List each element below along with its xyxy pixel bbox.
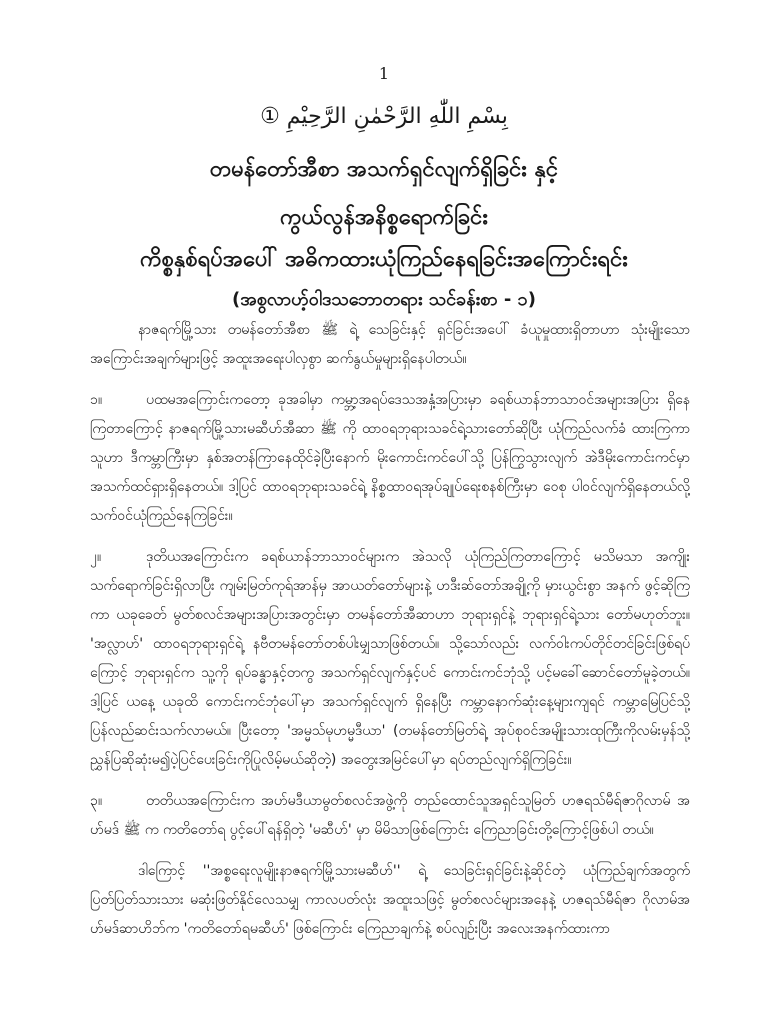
paragraph-number: ၁။ — [90, 392, 103, 408]
basmala-calligraphy: بِسْمِ اللّٰهِ الرَّحْمٰنِ الرَّحِيْمِ ① — [260, 104, 508, 129]
title-line-1: တမန်တော်အီစာ အသက်ရှင်လျက်ရှိခြင်း နှင့် — [209, 157, 559, 182]
lesson-subtitle: (အစွလာဟ့်ဝါဒသဘောတရား သင်ခန်းစာ - ၁) — [232, 289, 536, 310]
paragraph-number: ၃။ — [90, 793, 103, 809]
title-line-2: ကွယ်လွန်အနိစ္စရောက်ခြင်း — [280, 205, 488, 230]
paragraph-number: ၂။ — [90, 549, 102, 565]
closing-paragraph — [90, 857, 690, 944]
page-number: 1 — [378, 64, 390, 83]
paragraph-text: ပထမအကြောင်းကတော့ ခုအခါမှာ ကမ္ဘာ့အရပ်ဒေသအနှံ့အပြားမှာ ခရစ်ယာန်ဘာသာဝင်အများအပြား ရှိနေကြတာကြောင့် နာဇရက်မြို့သားမဆီဟ်အီဆာ ﷺ ကို ထာဝရဘုရားသခင်ရဲ့သားတော်ဆိုပြီး ယုံကြည်လက်ခံ ထားကြကာ သူဟာ ဒီကမ္ဘာကြီးမှာ နှစ်အတန်ကြာနေထိုင်ခဲ့ပြီးနောက် မိုးကောင်းကင်ပေါ်သို့ ပြန်ကြွသွားလျက် အဲဒီမိုးကောင်းကင်မှာ အသက်ထင်ရှားရှိနေတယ်။ ဒါ့ပြင် ထာဝရဘုရားသခင်ရဲ့ နိစ္စထာဝရအုပ်ချုပ်ရေးစနစ်ကြီးမှာ ဝေစု ပါဝင်လျက်ရှိနေတယ်လို့ သက်ဝင်ယုံကြည်နေကြခြင်း။ — [90, 392, 690, 524]
numbered-paragraph-1 — [90, 386, 690, 531]
paragraph-text: ဒုတိယအကြောင်းက ခရစ်ယာန်ဘာသာဝင်များက အဲသလို ယုံကြည်ကြတာကြောင့် မသိမသာ အကျိုး သက်ရောက်ခြင်းရှိလာပြီး ကျမ်းမြတ်ကုရ်အာန်မှ အာယတ်တော်များနဲ့ ဟဒီးဆ်တော်အချို့ကို မှားယွင်းစွာ အနက် ဖွင့်ဆိုကြကာ ယခုခေတ် မွတ်စလင်အများအပြားအတွင်းမှာ တမန်တော်အီဆာဟာ ဘုရားရှင်နဲ့ ဘုရားရှင်ရဲ့သား တော်မဟုတ်ဘူး။ 'အလ္လာဟ်' ထာဝရဘုရားရှင်ရဲ့ နဗီတမန်တော်တစ်ပါးမျှသာဖြစ်တယ်။ သို့သော်လည်း လက်ဝါးကပ်တိုင်တင်ခြင်းဖြစ်ရပ်ကြောင့် ဘုရားရှင်က သူ့ကို ရုပ်ခန္ဓာနှင့်တကွ အသက်ရှင်လျက်နှင့်ပင် ကောင်းကင်ဘုံသို့ ပင့်မခေါ်ဆောင်တော်မူခဲ့တယ်။ ဒါ့ပြင် ယနေ့ ယခုထိ ကောင်းကင်ဘုံပေါ်မှာ အသက်ရှင်လျက် ရှိနေပြီး ကမ္ဘာနောက်ဆုံးနေ့များကျရင် ကမ္ဘာမြေပြင်သို့ ပြန်လည်ဆင်းသက်လာမယ်။ ပြီးတော့ 'အမ္မသ်မုဟမ္မဒီယာ' (တမန်တော်မြတ်ရဲ့ အုပ်စုဝင်အမျိုးသားထုကြီးကိုလမ်းမှန်သို့ညွှန်ပြဆိုဆုံးမ၍ပဲ့ပြင်ပေးခြင်းကိုပြုလိမ့်မယ်ဆိုတဲ့) အတွေးအမြင်ပေါ်မှာ ရပ်တည်လျက်ရှိကြခြင်း။ — [90, 549, 690, 768]
numbered-paragraph-2 — [90, 543, 690, 775]
paragraph-text: နာဇရက်မြို့သား တမန်တော်အီစာ ﷺ ရဲ့ သေခြင်းနှင့် ရှင်ခြင်းအပေါ် ခံယူမှုထားရှိတာဟာ သုံးမျိုးသော အကြောင်းအချက်များဖြင့် အထူးအရေးပါလှစွာ ဆက်နွယ်မှုများရှိနေပါတယ်။ — [90, 322, 690, 367]
numbered-paragraph-3 — [90, 787, 690, 845]
paragraph-text: ဒါကြောင့် ''အစ္စရေးလူမျိုးနာဇရက်မြို့သားမဆီဟ်'' ရဲ့ သေခြင်းရှင်ခြင်းနဲ့ဆိုင်တဲ့ ယုံကြည်ချက်အတွက် ပြတ်ပြတ်သားသား မဆုံးဖြတ်နိုင်လေသမျှ ကာလပတ်လုံး အထူးသဖြင့် မွတ်စလင်များအနေနဲ့ ဟဇရသ်မီရ်ဇာ ဂိုလာမ်အဟ်မဒ်ဆာဟိဘ်က 'ကတိတော်ရမဆီဟ်' ဖြစ်ကြောင်း ကြေညာချက်နဲ့ စပ်လျဉ်းပြီး အလေးအနက်ထားကာ — [90, 863, 690, 937]
document-body — [90, 316, 690, 956]
intro-paragraph — [90, 316, 690, 374]
paragraph-text: တတိယအကြောင်းက အဟ်မဒီယာမွတ်စလင်အဖွဲ့ကို တည်ထောင်သူအရှင်သူမြတ် ဟဇရသ်မီရ်ဇာဂိုလာမ် အဟ်မဒ် ﷺ က ကတိတော်ရ ပွင့်ပေါ်ရန်ရှိတဲ့ 'မဆီဟ်' မှာ မိမိသာဖြစ်ကြောင်း ကြေညာခြင်းတို့ကြောင့်ဖြစ်ပါ တယ်။ — [90, 793, 690, 838]
title-line-3: ကိစ္စနှစ်ရပ်အပေါ် အဓိကထားယုံကြည်နေရခြင်းအကြောင်းရင်း — [140, 247, 628, 272]
